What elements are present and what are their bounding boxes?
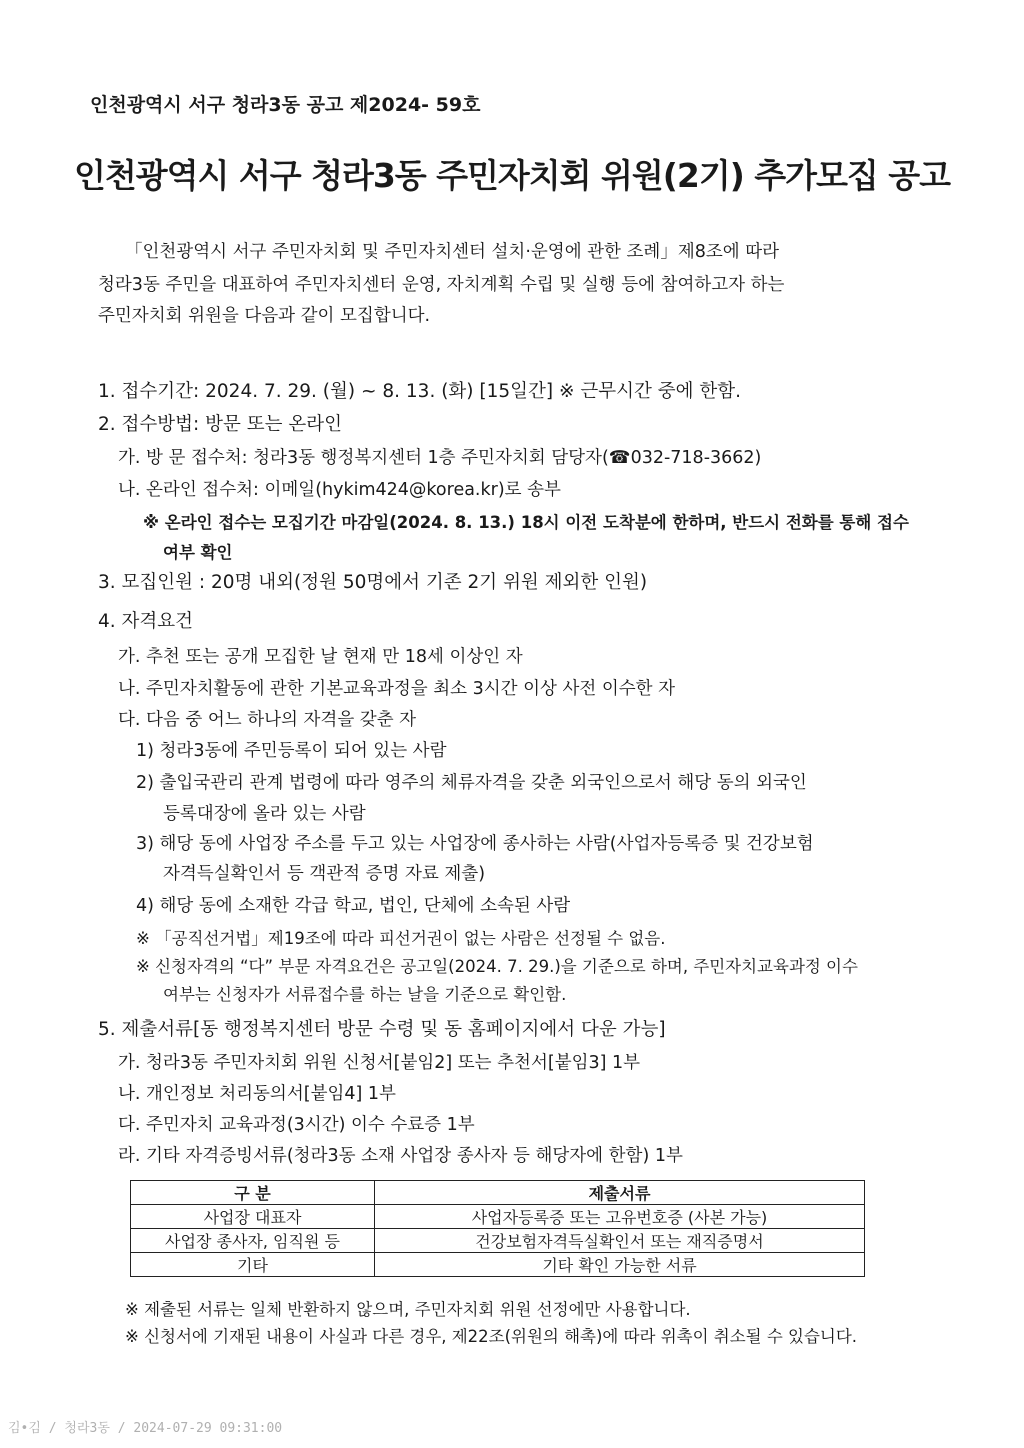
section-3-recruitment: 3. 모집인원 : 20명 내외(정원 50명에서 기존 2기 위원 제외한 인원) <box>98 572 648 593</box>
election-law-note: ※ 「공직선거법」제19조에 따라 피선거권이 없는 사람은 선정될 수 없음. <box>136 929 666 948</box>
table-cell-documents: 기타 확인 가능한 서류 <box>375 1253 865 1277</box>
qualification-na: 나. 주민자치활동에 관한 기본교육과정을 최소 3시간 이상 사전 이수한 자 <box>118 679 676 699</box>
document-ra: 라. 기타 자격증빙서류(청라3동 소재 사업장 종사자 등 해당자에 한함) 1부 <box>118 1146 683 1166</box>
document-na: 나. 개인정보 처리동의서[붙임4] 1부 <box>118 1084 396 1104</box>
section-1-reception-period: 1. 접수기간: 2024. 7. 29. (월) ~ 8. 13. (화) [15일간] ※ 근무시간 중에 한함. <box>98 381 741 402</box>
qualification-da-3-cont: 자격득실확인서 등 객관적 증명 자료 제출) <box>163 864 486 884</box>
document-title: 인천광역시 서구 청라3동 주민자치회 위원(2기) 추가모집 공고 <box>73 156 951 195</box>
footer-stamp: 김•김 / 청라3동 / 2024-07-29 09:31:00 <box>8 1421 283 1436</box>
qualification-da-3: 3) 해당 동에 사업장 주소를 두고 있는 사업장에 종사하는 사람(사업자등록증 및 건강보험 <box>136 834 814 854</box>
notice-number: 인천광역시 서구 청라3동 공고 제2024- 59호 <box>90 94 481 116</box>
table-row <box>131 1253 865 1277</box>
closing-note-1: ※ 제출된 서류는 일체 반환하지 않으며, 주민자치회 위원 선정에만 사용합니다. <box>125 1300 691 1319</box>
online-reception: 나. 온라인 접수처: 이메일(hykim424@korea.kr)로 송부 <box>118 480 561 500</box>
table-row <box>131 1229 865 1253</box>
qualification-da: 다. 다음 중 어느 하나의 자격을 갖춘 자 <box>118 710 417 730</box>
section-4-heading: 4. 자격요건 <box>98 611 194 632</box>
visit-reception: 가. 방 문 접수처: 청라3동 행정복지센터 1층 주민자치회 담당자(☎032-718-3662) <box>118 448 762 468</box>
online-note-line-2: 여부 확인 <box>163 543 233 562</box>
qualification-ga: 가. 추천 또는 공개 모집한 날 현재 만 18세 이상인 자 <box>118 647 523 667</box>
qualification-basis-note-cont: 여부는 신청자가 서류접수를 하는 날을 기준으로 확인함. <box>163 985 567 1004</box>
online-note-line-1: ※ 온라인 접수는 모집기간 마감일(2024. 8. 13.) 18시 이전 도착분에 한하며, 반드시 전화를 통해 접수 <box>143 513 909 532</box>
table-cell-category: 사업장 종사자, 임직원 등 <box>131 1229 375 1253</box>
qualification-da-2: 2) 출입국관리 관계 법령에 따라 영주의 체류자격을 갖춘 외국인으로서 해당 동의 외국인 <box>136 773 807 793</box>
table-cell-category: 기타 <box>131 1253 375 1277</box>
qualification-basis-note: ※ 신청자격의 “다” 부문 자격요건은 공고일(2024. 7. 29.)을 기준으로 하며, 주민자치교육과정 이수 <box>136 957 858 976</box>
table-header-category: 구 분 <box>131 1181 375 1205</box>
section-2-heading: 2. 접수방법: 방문 또는 온라인 <box>98 414 342 435</box>
qualification-da-2-cont: 등록대장에 올라 있는 사람 <box>163 804 366 824</box>
document-ga: 가. 청라3동 주민자치회 위원 신청서[붙임2] 또는 추천서[붙임3] 1부 <box>118 1053 641 1073</box>
table-row <box>131 1205 865 1229</box>
document-da: 다. 주민자치 교육과정(3시간) 이수 수료증 1부 <box>118 1115 475 1135</box>
table-cell-documents: 사업자등록증 또는 고유번호증 (사본 가능) <box>375 1205 865 1229</box>
submission-documents-table <box>130 1180 865 1277</box>
table-header-row <box>131 1181 865 1205</box>
intro-line-3: 주민자치회 위원을 다음과 같이 모집합니다. <box>98 306 431 326</box>
qualification-da-1: 1) 청라3동에 주민등록이 되어 있는 사람 <box>136 741 447 761</box>
intro-line-2: 청라3동 주민을 대표하여 주민자치센터 운영, 자치계획 수립 및 실행 등에 참여하고자 하는 <box>98 275 785 295</box>
table-cell-category: 사업장 대표자 <box>131 1205 375 1229</box>
section-5-heading: 5. 제출서류[동 행정복지센터 방문 수령 및 동 홈페이지에서 다운 가능] <box>98 1019 666 1040</box>
closing-note-2: ※ 신청서에 기재된 내용이 사실과 다른 경우, 제22조(위원의 해촉)에 따라 위촉이 취소될 수 있습니다. <box>125 1327 858 1346</box>
qualification-da-4: 4) 해당 동에 소재한 각급 학교, 법인, 단체에 소속된 사람 <box>136 896 571 916</box>
intro-line-1: 「인천광역시 서구 주민자치회 및 주민자치센터 설치·운영에 관한 조례」제8조에 따라 <box>125 242 780 262</box>
table-cell-documents: 건강보험자격득실확인서 또는 재직증명서 <box>375 1229 865 1253</box>
table-header-documents: 제출서류 <box>375 1181 865 1205</box>
